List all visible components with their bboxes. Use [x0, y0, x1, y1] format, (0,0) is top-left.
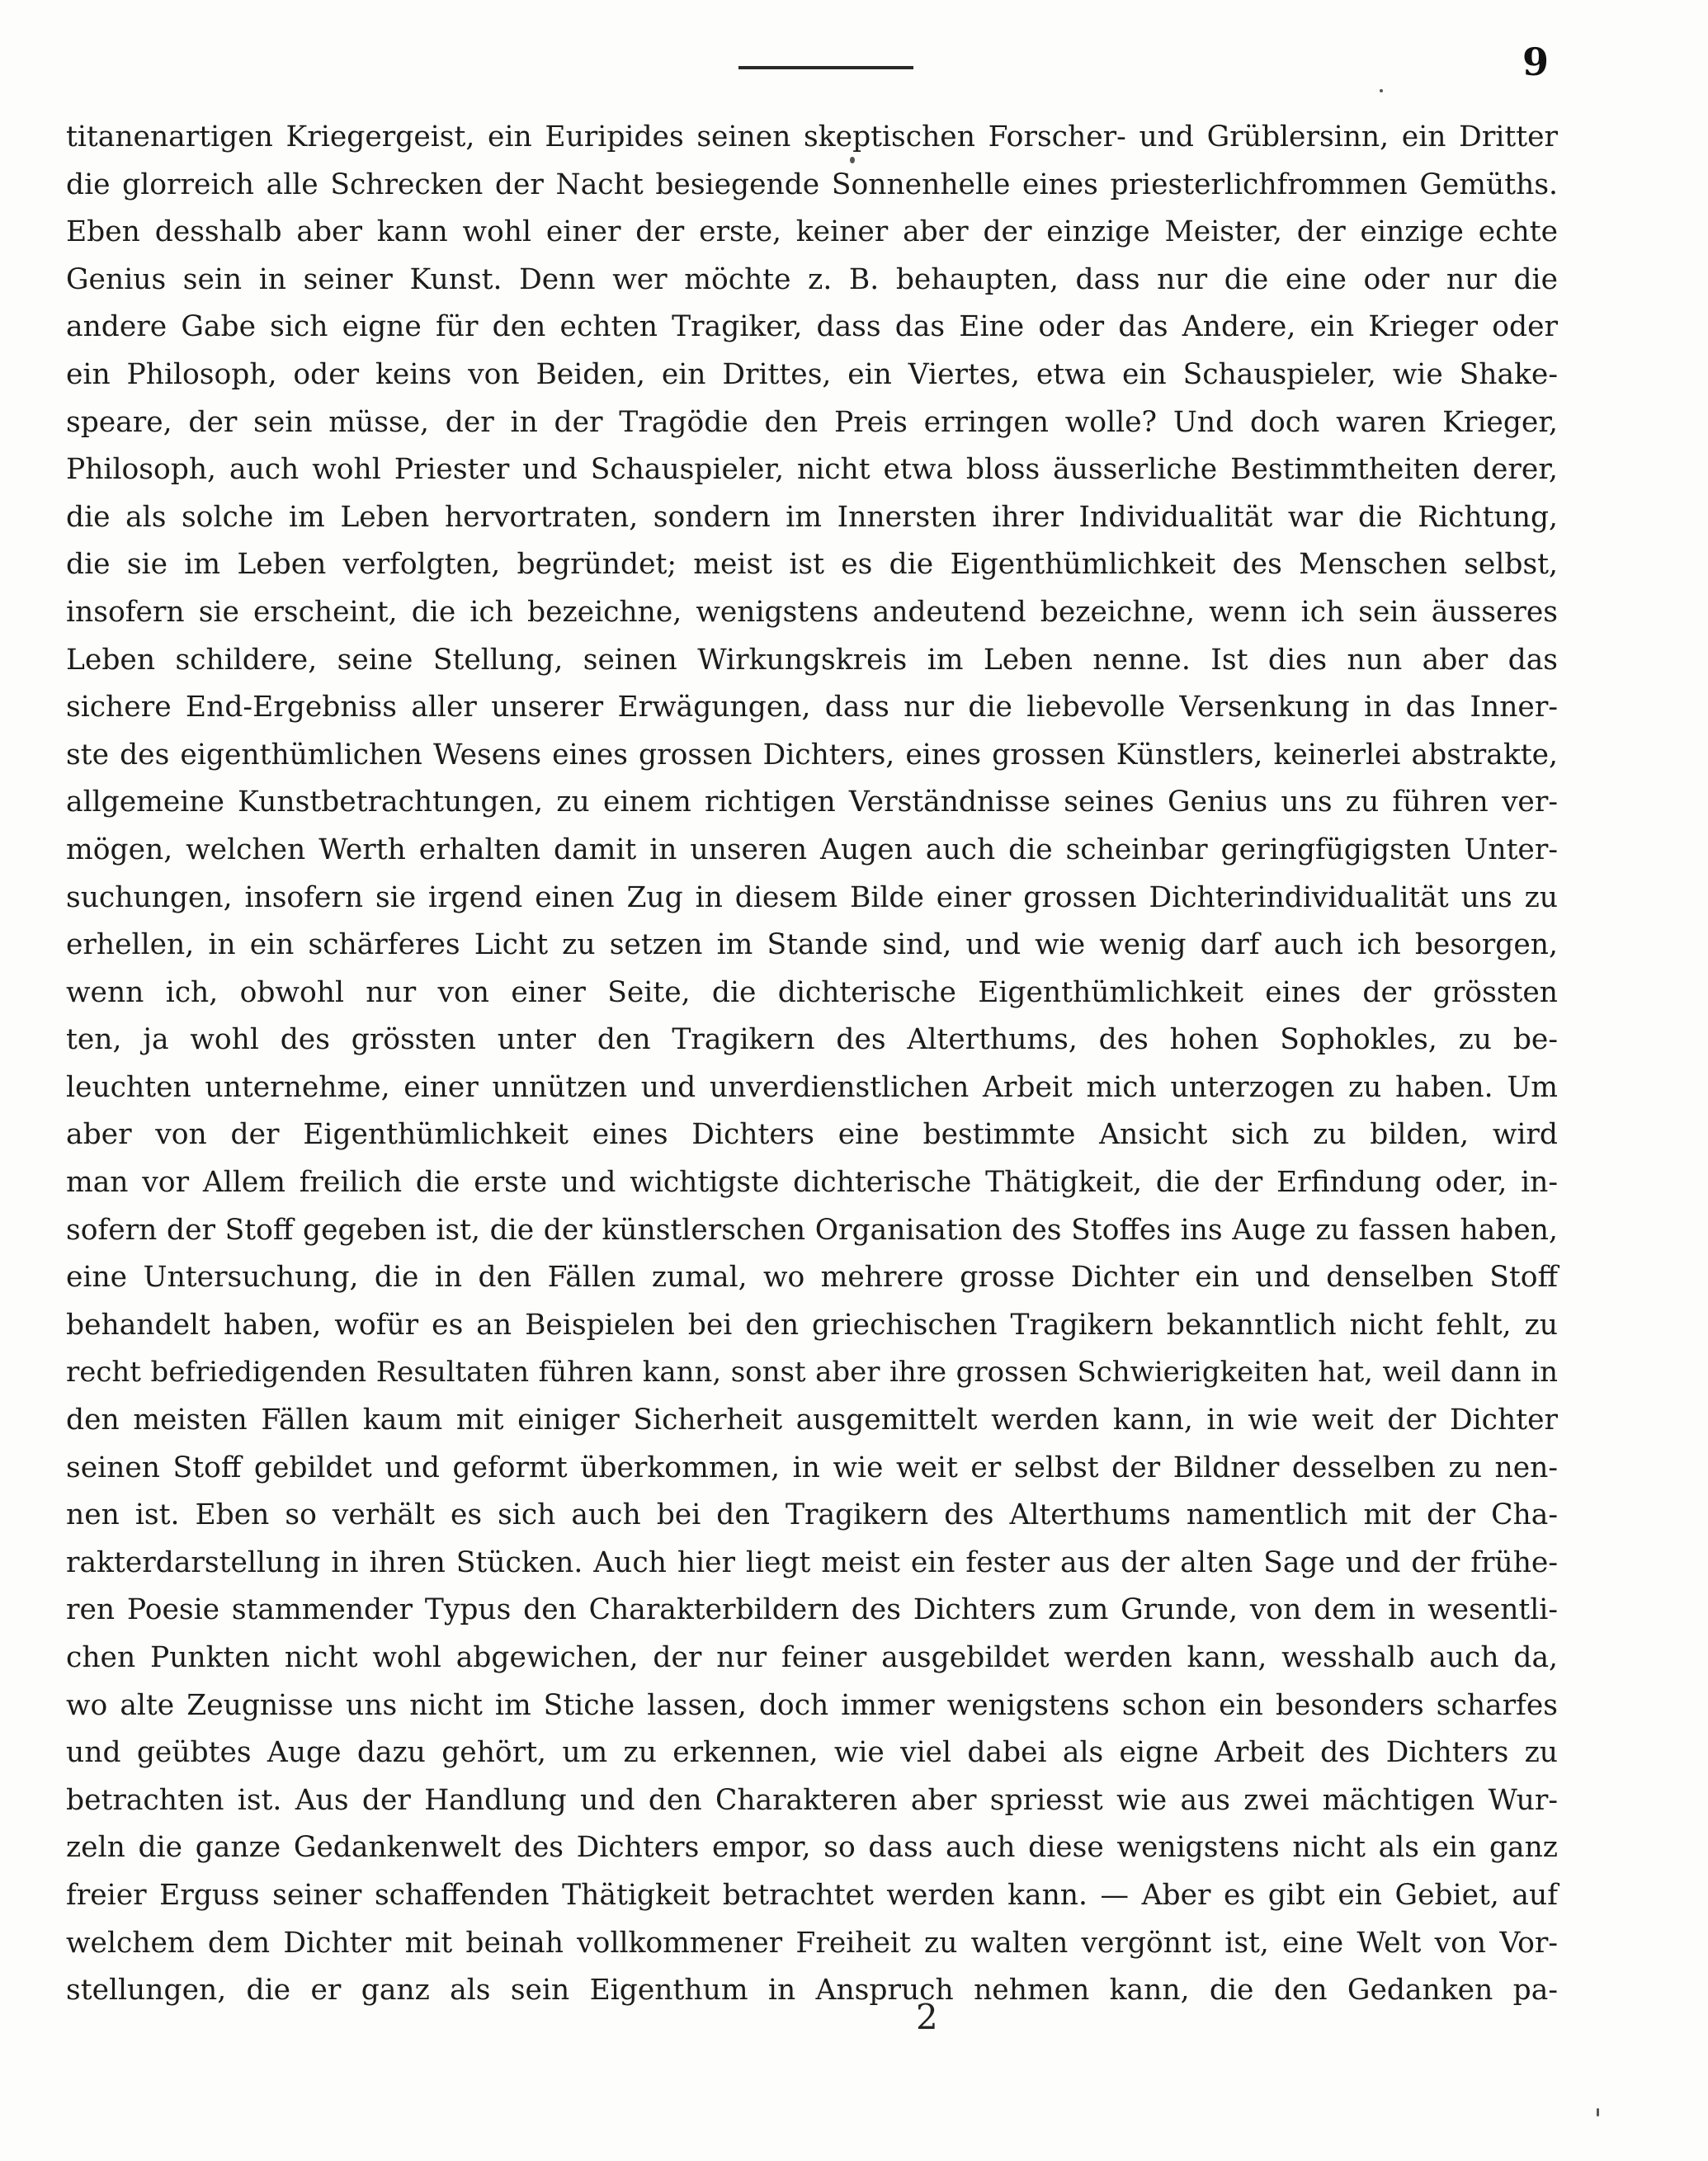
page-number: 9	[1522, 40, 1550, 84]
text-line	[66, 779, 1558, 827]
text-line	[66, 494, 1558, 542]
signature-mark: 2	[916, 1997, 938, 2037]
text-line	[66, 1064, 1558, 1112]
text-line-content: ren Poesie stammender Typus den Charakterbildern des Dichters zum Grunde, von dem in wesentli-	[66, 1593, 1558, 1627]
header-rule	[738, 66, 913, 69]
text-line-content: sofern der Stoff gegeben ist, die der künstlerschen Organisation des Stoffes ins Auge zu fassen haben,	[66, 1213, 1558, 1247]
text-line-content: den meisten Fällen kaum mit einiger Sicherheit ausgemittelt werden kann, in wie weit der Dichter	[66, 1404, 1558, 1437]
text-line	[66, 732, 1558, 780]
text-line	[66, 1017, 1558, 1064]
text-line	[66, 1587, 1558, 1635]
text-line	[66, 1159, 1558, 1207]
text-line	[66, 1920, 1558, 1968]
text-line-content: Leben schildere, seine Stellung, seinen Wirkungskreis im Leben nenne. Ist dies nun aber das	[66, 643, 1558, 677]
text-line	[66, 1207, 1558, 1255]
print-speck	[850, 157, 855, 163]
text-line-content: wo alte Zeugnisse uns nicht im Stiche lassen, doch immer wenigstens schon ein besonders scharfes	[66, 1688, 1558, 1722]
text-line	[66, 257, 1558, 304]
text-line-content: allgemeine Kunstbetrachtungen, zu einem richtigen Verständnisse seines Genius uns zu führen ver-	[66, 786, 1558, 819]
text-line	[66, 1445, 1558, 1493]
text-line	[66, 162, 1558, 210]
text-line	[66, 875, 1558, 922]
text-line-content: die als solche im Leben hervortraten, sondern im Innersten ihrer Individualität war die Richtung,	[66, 500, 1558, 534]
text-line	[66, 209, 1558, 257]
text-line-content: Genius sein in seiner Kunst. Denn wer möchte z. B. behaupten, dass nur die eine oder nur die	[66, 262, 1558, 296]
text-line	[66, 1302, 1558, 1350]
text-line-content: andere Gabe sich eigne für den echten Tragiker, dass das Eine oder das Andere, ein Krieger oder	[66, 310, 1558, 344]
text-line-content: man vor Allem freilich die erste und wichtigste dichterische Thätigkeit, die der Erfindung oder, in-	[66, 1166, 1558, 1200]
text-line	[66, 1729, 1558, 1777]
text-line-content: die sie im Leben verfolgten, begründet; meist ist es die Eigenthümlichkeit des Menschen selbst,	[66, 548, 1558, 582]
text-line	[66, 1492, 1558, 1540]
text-line	[66, 637, 1558, 685]
text-line	[66, 1254, 1558, 1302]
text-line	[66, 304, 1558, 352]
text-line	[66, 446, 1558, 494]
text-line-content: insofern sie erscheint, die ich bezeichne, wenigstens andeutend bezeichne, wenn ich sein äusseres	[66, 595, 1558, 629]
text-line-content: recht befriedigenden Resultaten führen kann, sonst aber ihre grossen Schwierigkeiten hat, weil dann in	[66, 1356, 1558, 1390]
body-text	[66, 114, 1558, 2015]
text-line-content: leuchten unternehme, einer unnützen und unverdienstlichen Arbeit mich unterzogen zu haben. Um	[66, 1070, 1558, 1104]
text-line-content: betrachten ist. Aus der Handlung und den Charakteren aber spriesst wie aus zwei mächtigen Wur-	[66, 1783, 1558, 1817]
text-line-content: nen ist. Eben so verhält es sich auch bei den Tragikern des Alterthums namentlich mit der Cha-	[66, 1498, 1558, 1532]
text-line-content: freier Erguss seiner schaffenden Thätigkeit betrachtet werden kann. — Aber es gibt ein Gebiet, auf	[66, 1878, 1558, 1912]
text-line-content: wenn ich, obwohl nur von einer Seite, die dichterische Eigenthümlichkeit eines der grössten	[66, 975, 1558, 1009]
text-line-content: Philosoph, auch wohl Priester und Schauspieler, nicht etwa bloss äusserliche Bestimmtheiten derer,	[66, 453, 1558, 487]
text-line-content: speare, der sein müsse, der in der Tragödie den Preis erringen wolle? Und doch waren Krieger,	[66, 405, 1558, 439]
text-line	[66, 541, 1558, 589]
text-line-content: seinen Stoff gebildet und geformt überkommen, in wie weit er selbst der Bildner desselben zu nen-	[66, 1451, 1558, 1484]
text-line-content: aber von der Eigenthümlichkeit eines Dichters eine bestimmte Ansicht sich zu bilden, wird	[66, 1118, 1558, 1152]
text-line-content: Eben desshalb aber kann wohl einer der erste, keiner aber der einzige Meister, der einzige echte	[66, 215, 1558, 249]
text-line-content: titanenartigen Kriegergeist, ein Euripides seinen skeptischen Forscher- und Grüblersinn, ein Dritter	[66, 120, 1558, 153]
text-line-content: und geübtes Auge dazu gehört, um zu erkennen, wie viel dabei als eigne Arbeit des Dichters zu	[66, 1736, 1558, 1770]
text-line-content: die glorreich alle Schrecken der Nacht besiegende Sonnenhelle eines priesterlichfrommen Gemüths.	[66, 168, 1558, 201]
text-line	[66, 589, 1558, 637]
text-line	[66, 1397, 1558, 1445]
text-line-content: sichere End-Ergebniss aller unserer Erwägungen, dass nur die liebevolle Versenkung in das Inner-	[66, 691, 1558, 724]
text-line	[66, 1111, 1558, 1159]
text-line	[66, 1635, 1558, 1682]
print-speck	[1380, 89, 1383, 92]
text-line	[66, 1682, 1558, 1730]
text-line	[66, 1824, 1558, 1872]
text-line	[66, 827, 1558, 875]
text-line-content: stellungen, die er ganz als sein Eigenthum in Anspruch nehmen kann, die den Gedanken pa-	[66, 1974, 1558, 2008]
text-line	[66, 922, 1558, 970]
text-line-content: ein Philosoph, oder keins von Beiden, ein Drittes, ein Viertes, etwa ein Schauspieler, wie Shake-	[66, 357, 1558, 391]
text-line-content: erhellen, in ein schärferes Licht zu setzen im Stande sind, und wie wenig darf auch ich besorgen,	[66, 928, 1558, 962]
text-line-content: eine Untersuchung, die in den Fällen zumal, wo mehrere grosse Dichter ein und denselben Stoff	[66, 1261, 1558, 1295]
text-line	[66, 1967, 1558, 2015]
text-line-content: chen Punkten nicht wohl abgewichen, der nur feiner ausgebildet werden kann, wesshalb auch da,	[66, 1641, 1558, 1674]
text-line	[66, 970, 1558, 1017]
text-line	[66, 1872, 1558, 1920]
text-line	[66, 1349, 1558, 1397]
text-line	[66, 114, 1558, 162]
text-line-content: behandelt haben, wofür es an Beispielen bei den griechischen Tragikern bekanntlich nicht fehlt, zu	[66, 1308, 1558, 1342]
text-line	[66, 352, 1558, 399]
text-line	[66, 684, 1558, 732]
text-line	[66, 1540, 1558, 1588]
text-line-content: suchungen, insofern sie irgend einen Zug in diesem Bilde einer grossen Dichterindividualität uns zu	[66, 880, 1558, 914]
text-line-content: rakterdarstellung in ihren Stücken. Auch hier liegt meist ein fester aus der alten Sage und der frühe-	[66, 1545, 1558, 1579]
text-line-content: mögen, welchen Werth erhalten damit in unseren Augen auch die scheinbar geringfügigsten Unter-	[66, 833, 1558, 866]
text-line-content: ste des eigenthümlichen Wesens eines grossen Dichters, eines grossen Künstlers, keinerlei abstrakte,	[66, 738, 1558, 771]
text-line-content: ten, ja wohl des grössten unter den Tragikern des Alterthums, des hohen Sophokles, zu be-	[66, 1023, 1558, 1057]
text-line-content: zeln die ganze Gedankenwelt des Dichters empor, so dass auch diese wenigstens nicht als ein ganz	[66, 1831, 1558, 1865]
text-line	[66, 399, 1558, 447]
print-speck	[1597, 2108, 1599, 2116]
text-line-content: welchem dem Dichter mit beinah vollkommener Freiheit zu walten vergönnt ist, eine Welt von Vor-	[66, 1926, 1558, 1960]
text-line	[66, 1777, 1558, 1825]
